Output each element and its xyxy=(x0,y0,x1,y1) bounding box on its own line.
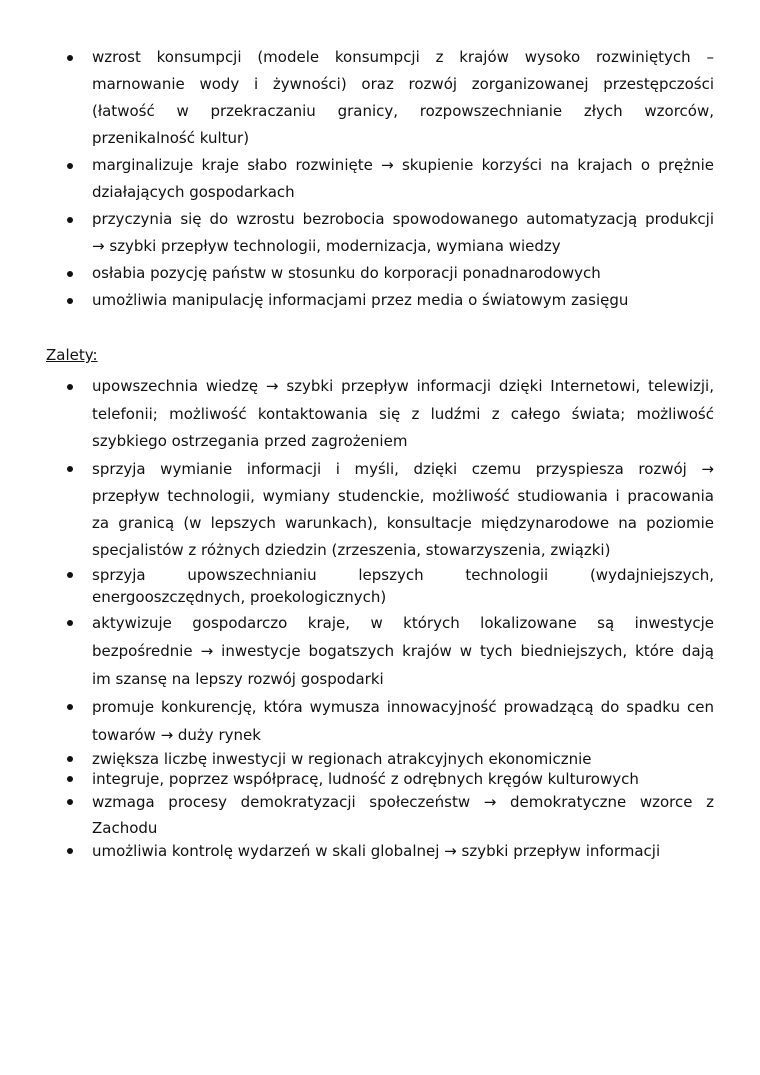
item-text-line: marginalizuje kraje słabo rozwinięte → skupienie korzyści na krajach o prężnie xyxy=(92,156,714,174)
item-text-line: aktywizuje gospodarczo kraje, w których lokalizowane są inwestycje xyxy=(92,613,714,632)
list-item xyxy=(0,841,760,861)
item-text-line: marnowanie wody i żywności) oraz rozwój zorganizowanej przestępczości xyxy=(92,75,714,93)
item-text-line: sprzyja wymianie informacji i myśli, dzięki czemu przyspiesza rozwój → xyxy=(92,459,714,478)
list-item xyxy=(0,44,760,152)
bullet-icon xyxy=(67,55,73,61)
bullet-icon xyxy=(67,848,73,854)
item-text-line: wzmaga procesy demokratyzacji społeczeństw → demokratyczne wzorce z xyxy=(92,792,714,811)
item-text-line: bezpośrednie → inwestycje bogatszych krajów w tych biedniejszych, które dają xyxy=(92,641,714,660)
bullet-icon xyxy=(67,217,73,223)
item-text-line: → szybki przepływ technologii, modernizacja, wymiana wiedzy xyxy=(92,237,561,255)
bullet-icon xyxy=(67,756,73,762)
bullet-icon xyxy=(67,799,73,805)
item-text-line: zwiększa liczbę inwestycji w regionach atrakcyjnych ekonomicznie xyxy=(92,749,592,768)
bullet-icon xyxy=(67,298,73,304)
disadvantages-list xyxy=(0,44,760,314)
item-text-line: przyczynia się do wzrostu bezrobocia spowodowanego automatyzacją produkcji xyxy=(92,210,714,228)
list-item xyxy=(0,373,760,456)
list-item xyxy=(0,609,760,693)
item-text-line: im szansę na lepszy rozwój gospodarki xyxy=(92,669,384,688)
item-text-line: umożliwia manipulację informacjami przez media o światowym zasięgu xyxy=(92,291,629,309)
item-text-line: przenikalność kultur) xyxy=(92,129,250,147)
list-item xyxy=(0,769,760,789)
bullet-icon xyxy=(67,271,73,277)
bullet-icon xyxy=(67,466,73,472)
advantages-list xyxy=(0,373,760,861)
list-item xyxy=(0,206,760,260)
bullet-icon xyxy=(67,572,73,578)
bullet-icon xyxy=(67,776,73,782)
item-text-line: działających gospodarkach xyxy=(92,183,295,201)
item-text-line: za granicą (w lepszych warunkach), konsultacje międzynarodowe na poziomie xyxy=(92,513,714,532)
item-text-line: wzrost konsumpcji (modele konsumpcji z krajów wysoko rozwiniętych – xyxy=(92,48,714,66)
bullet-icon xyxy=(67,163,73,169)
item-text-line: sprzyja upowszechnianiu lepszych technologii (wydajniejszych, xyxy=(92,565,714,584)
item-text-line: umożliwia kontrolę wydarzeń w skali globalnej → szybki przepływ informacji xyxy=(92,841,661,860)
advantages-heading: Zalety: xyxy=(46,346,98,364)
bullet-icon xyxy=(67,620,73,626)
list-item xyxy=(0,564,760,609)
list-item xyxy=(0,456,760,564)
bullet-icon xyxy=(67,704,73,710)
item-text-line: promuje konkurencję, która wymusza innowacyjność prowadzącą do spadku cen xyxy=(92,697,714,716)
item-text-line: (łatwość w przekraczaniu granicy, rozpowszechnianie złych wzorców, xyxy=(92,102,714,120)
list-item xyxy=(0,260,760,287)
list-item xyxy=(0,152,760,206)
list-item xyxy=(0,789,760,841)
item-text-line: Zachodu xyxy=(92,818,158,837)
item-text-line: telefonii; możliwość kontaktowania się z ludźmi z całego świata; możliwość xyxy=(92,404,714,423)
item-text-line: specjalistów z różnych dziedzin (zrzeszenia, stowarzyszenia, związki) xyxy=(92,540,611,559)
list-item xyxy=(0,749,760,769)
item-text-line: integruje, poprzez współpracę, ludność z odrębnych kręgów kulturowych xyxy=(92,769,639,788)
item-text-line: upowszechnia wiedzę → szybki przepływ informacji dzięki Internetowi, telewizji, xyxy=(92,377,714,395)
item-text-line: osłabia pozycję państw w stosunku do korporacji ponadnarodowych xyxy=(92,264,601,282)
list-item xyxy=(0,693,760,749)
bullet-icon xyxy=(67,384,73,390)
item-text-line: energooszczędnych, proekologicznych) xyxy=(92,588,387,606)
item-text-line: przepływ technologii, wymiany studenckie, możliwość studiowania i pracowania xyxy=(92,486,714,505)
item-text-line: towarów → duży rynek xyxy=(92,725,261,744)
list-item xyxy=(0,287,760,314)
item-text-line: szybkiego ostrzegania przed zagrożeniem xyxy=(92,432,408,450)
